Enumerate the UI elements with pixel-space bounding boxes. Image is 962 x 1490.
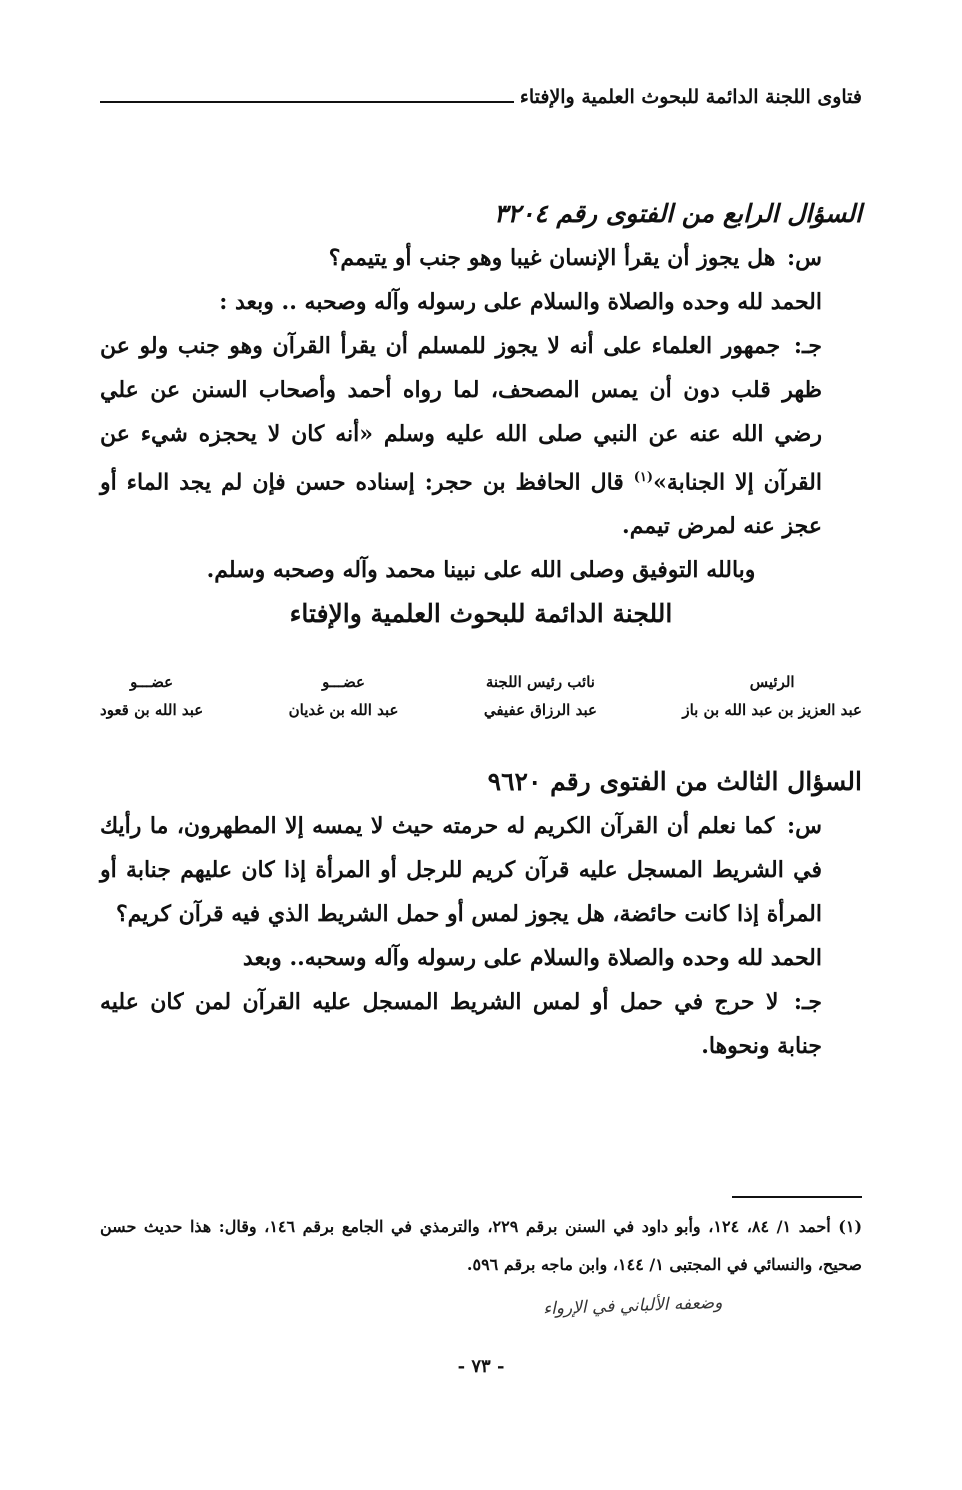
footnote-rule <box>732 1196 862 1198</box>
signatures <box>100 668 862 724</box>
question-text: كما نعلم أن القرآن الكريم له حرمته حيث لا يمسه إلا المطهرون، ما رأيك في الشريط المسجل عليه قرآن كريم للرجل أو المرأة إذا كان عليهم جنابة أو المرأة إذا كانت حائضة، هل يجوز لمس أو حمل الشريط الذي فيه قرآن كريم؟ <box>100 813 822 927</box>
answer-text-part1: جمهور العلماء على أنه لا يجوز للمسلم أن يقرأ القرآن وهو جنب ولو عن ظهر قلب دون أن يمس المصحف، لما رواه أحمد وأصحاب السنن عن علي رضي الله عنه عن النبي صلى الله عليه وسلم «أنه كان لا يحجزه شيء عن القرآن إلا الجنابة» <box>100 333 822 496</box>
fatwa-2-title: السؤال الثالث من الفتوى رقم ٩٦٢٠ <box>487 767 862 796</box>
footnote <box>100 1208 862 1284</box>
question-lead: س: <box>787 813 822 839</box>
signature-role: الرئيس <box>749 673 795 691</box>
fatwa-1-answer <box>100 324 862 548</box>
question-text: هل يجوز أن يقرأ الإنسان غيبا وهو جنب أو يتيمم؟ <box>328 245 776 271</box>
footnote-number: (١) <box>838 1217 863 1236</box>
header-rule <box>100 101 514 103</box>
question-lead: س: <box>787 245 822 271</box>
header-title: فتاوى اللجنة الدائمة للبحوث العلمية والإفتاء <box>519 86 862 108</box>
running-header <box>100 86 862 108</box>
fatwa-1-title: السؤال الرابع من الفتوى رقم ٣٢٠٤ <box>493 199 862 228</box>
signature-member-2 <box>100 668 203 724</box>
signature-vice-president <box>484 668 597 724</box>
signature-role: نائب رئيس اللجنة <box>485 673 595 691</box>
signature-name: عبد العزيز بن عبد الله بن باز <box>682 701 862 719</box>
footnote-text: أحمد ١/ ٨٤، ١٢٤، وأبو داود في السنن برقم ٢٢٩، والترمذي في الجامع برقم ١٤٦، وقال: هذا حديث حسن صحيح، والنسائي في المجتبى ١/ ١٤٤، وابن ماجه برقم ٥٩٦. <box>100 1217 862 1274</box>
fatwa-1 <box>100 192 862 636</box>
signature-president <box>682 668 862 724</box>
fatwa-1-opening: الحمد لله وحده والصلاة والسلام على رسوله وآله وصحبه .. وبعد : <box>219 289 822 315</box>
signature-name: عبد الله بن قعود <box>100 701 204 719</box>
signature-name: عبد الله بن غديان <box>288 701 399 719</box>
footnote-marker: (١) <box>633 470 654 485</box>
answer-text: لا حرج في حمل أو لمس الشريط المسجل عليه القرآن لمن كان عليه جنابة ونحوها. <box>100 989 822 1059</box>
answer-lead: جـ: <box>793 989 822 1015</box>
fatwa-2-question <box>100 804 862 936</box>
fatwa-2 <box>100 760 862 1068</box>
fatwa-1-question <box>100 236 862 280</box>
handwritten-note: وضعفه الألباني في الإرواء <box>542 1292 723 1320</box>
fatwa-1-closing: وبالله التوفيق وصلى الله على نبينا محمد وآله وصحبه وسلم. <box>206 557 756 584</box>
committee-name: اللجنة الدائمة للبحوث العلمية والإفتاء <box>289 599 673 629</box>
signature-name: عبد الرزاق عفيفي <box>483 701 597 719</box>
answer-lead: جـ: <box>793 333 822 359</box>
signature-role: عضـــو <box>130 673 174 691</box>
answer-text-part2: قال الحافظ بن حجر: إسناده حسن فإن لم يجد الماء أو عجز عنه لمرض تيمم. <box>100 469 822 540</box>
fatwa-2-answer <box>100 980 862 1068</box>
fatwa-2-opening: الحمد لله وحده والصلاة والسلام على رسوله وآله وسحبه.. وبعد <box>242 945 822 971</box>
page-number: - ٧٣ - <box>457 1356 505 1377</box>
signature-member-1 <box>289 668 399 724</box>
signature-role: عضـــو <box>322 673 365 691</box>
